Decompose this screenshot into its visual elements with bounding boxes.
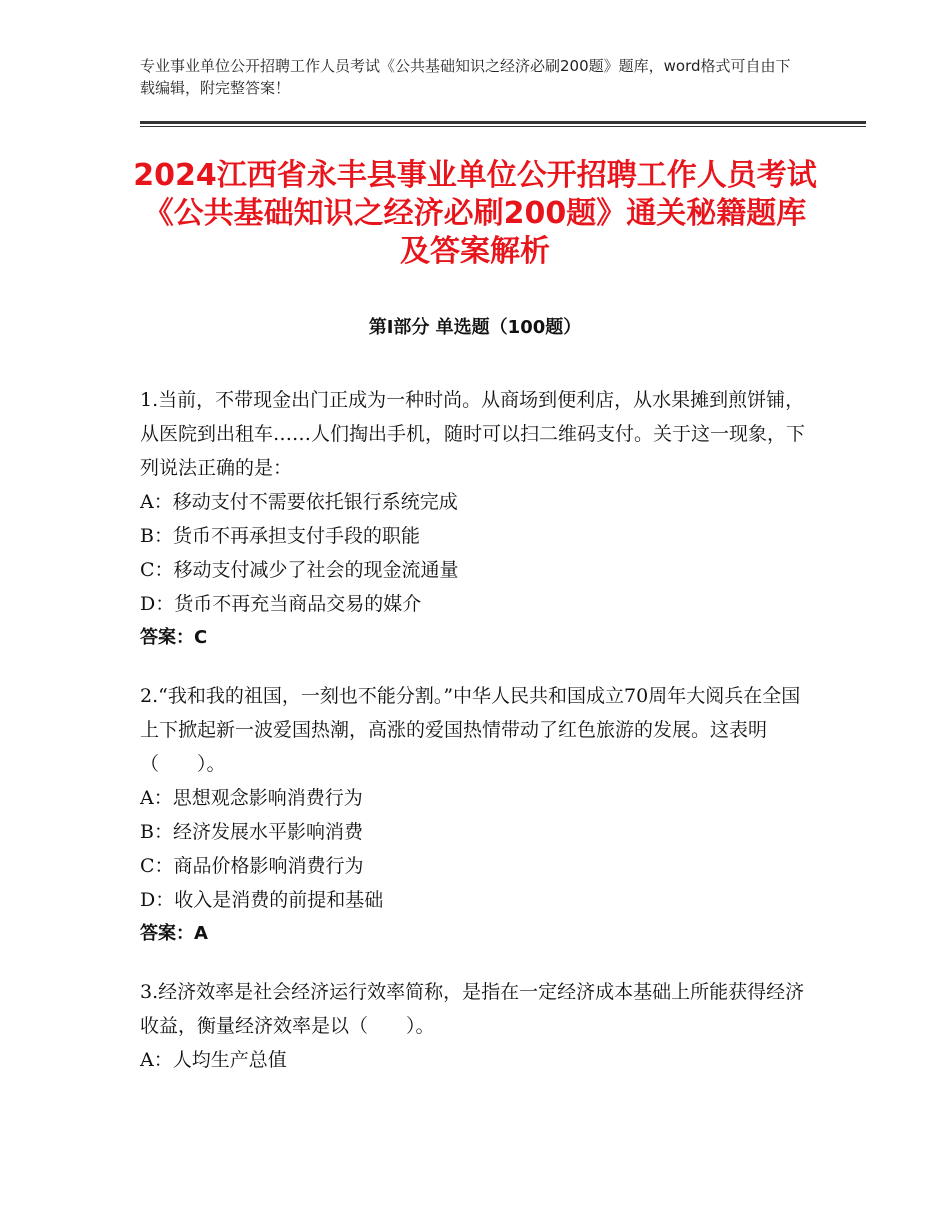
- option-c: C：移动支付减少了社会的现金流通量: [140, 559, 459, 581]
- question-3: [140, 975, 810, 1077]
- question-1: [140, 383, 810, 655]
- answer: 答案：C: [140, 627, 208, 648]
- header-rule-thin: [140, 126, 866, 127]
- header-note: 专业事业单位公开招聘工作人员考试《公共基础知识之经济必刷200题》题库，word格式可自由下载编辑，附完整答案！: [140, 57, 791, 97]
- section-title: 第Ⅰ部分 单选题（100题）: [368, 317, 582, 338]
- option-d: D：收入是消费的前提和基础: [140, 889, 384, 911]
- question-2: [140, 679, 810, 951]
- option-d: D：货币不再充当商品交易的媒介: [140, 593, 422, 615]
- option-a: A：移动支付不需要依托银行系统完成: [140, 491, 458, 513]
- question-list: [140, 383, 810, 1101]
- question-stem: 2.“我和我的祖国，一刻也不能分割。”中华人民共和国成立70周年大阅兵在全国上下掀起新一波爱国热潮，高涨的爱国热情带动了红色旅游的发展。这表明（ ）。: [140, 685, 801, 775]
- option-c: C：商品价格影响消费行为: [140, 855, 364, 877]
- option-a: A：思想观念影响消费行为: [140, 787, 363, 809]
- question-stem: 3.经济效率是社会经济运行效率简称，是指在一定经济成本基础上所能获得经济收益，衡量经济效率是以（ ）。: [140, 981, 805, 1037]
- option-b: B：货币不再承担支付手段的职能: [140, 525, 420, 547]
- option-a: A：人均生产总值: [140, 1049, 287, 1071]
- document-title: 2024江西省永丰县事业单位公开招聘工作人员考试《公共基础知识之经济必刷200题》通关秘籍题库及答案解析: [133, 158, 817, 269]
- header-rule-thick: [140, 121, 866, 124]
- option-b: B：经济发展水平影响消费: [140, 821, 363, 843]
- answer: 答案：A: [140, 923, 208, 944]
- question-stem: 1.当前，不带现金出门正成为一种时尚。从商场到便利店，从水果摊到煎饼铺，从医院到出租车……人们掏出手机，随时可以扫二维码支付。关于这一现象，下列说法正确的是：: [140, 389, 806, 479]
